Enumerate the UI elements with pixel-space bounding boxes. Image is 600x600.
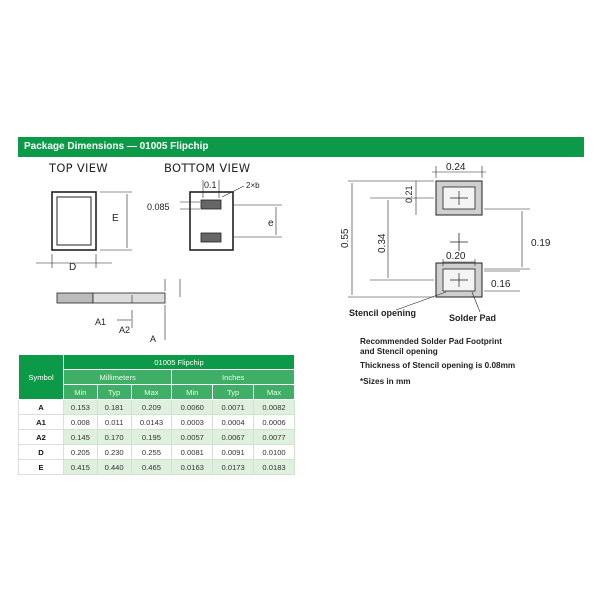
value-cell: 0.0077 (254, 430, 295, 445)
note-thickness: Thickness of Stencil opening is 0.08mm (360, 361, 516, 370)
dim-label-e-lower: e (268, 218, 274, 229)
value-cell: 0.0163 (172, 460, 213, 475)
inches-header: Inches (172, 370, 295, 385)
note-stencil: and Stencil opening (360, 347, 438, 356)
dim-label-a: A (150, 334, 157, 344)
symbol-cell: D (19, 445, 64, 460)
fp-dim-0-16: 0.16 (491, 279, 511, 290)
fp-dim-0-19: 0.19 (531, 238, 551, 249)
value-cell: 0.170 (97, 430, 131, 445)
table-row (19, 460, 295, 475)
table-row (19, 430, 295, 445)
value-cell: 0.209 (131, 400, 172, 415)
value-cell: 0.0071 (213, 400, 254, 415)
value-cell: 0.0143 (131, 415, 172, 430)
top-view-drawing (36, 192, 132, 268)
value-cell: 0.011 (97, 415, 131, 430)
value-cell: 0.0067 (213, 430, 254, 445)
table-row (19, 400, 295, 415)
value-cell: 0.415 (64, 460, 98, 475)
fp-dim-0-24: 0.24 (446, 162, 466, 173)
value-cell: 0.0091 (213, 445, 254, 460)
table-row (19, 415, 295, 430)
symbol-cell: A2 (19, 430, 64, 445)
value-cell: 0.0004 (213, 415, 254, 430)
fp-dim-0-21: 0.21 (404, 185, 414, 203)
value-cell: 0.153 (64, 400, 98, 415)
value-cell: 0.0082 (254, 400, 295, 415)
symbol-cell: E (19, 460, 64, 475)
millimeters-header: Millimeters (64, 370, 172, 385)
col-header: Max (131, 385, 172, 400)
value-cell: 0.205 (64, 445, 98, 460)
col-header: Min (172, 385, 213, 400)
col-header: Max (254, 385, 295, 400)
top-view-label: TOP VIEW (49, 161, 108, 175)
value-cell: 0.0057 (172, 430, 213, 445)
footprint-drawing (348, 166, 530, 312)
col-header: Typ (97, 385, 131, 400)
symbol-header: Symbol (19, 355, 64, 400)
fp-dim-0-34: 0.34 (377, 233, 388, 253)
value-cell: 0.0100 (254, 445, 295, 460)
bottom-view-label: BOTTOM VIEW (164, 161, 251, 175)
dim-label-d: D (69, 262, 77, 273)
section-banner: Package Dimensions — 01005 Flipchip (18, 137, 584, 157)
dim-label-2xb: 2×b (246, 181, 260, 190)
dim-label-a2: A2 (119, 325, 131, 335)
fp-dim-0-20: 0.20 (446, 251, 466, 262)
value-cell: 0.0003 (172, 415, 213, 430)
value-cell: 0.008 (64, 415, 98, 430)
table-row (19, 445, 295, 460)
value-cell: 0.0081 (172, 445, 213, 460)
value-cell: 0.181 (97, 400, 131, 415)
dim-label-a1: A1 (95, 317, 107, 327)
col-header: Typ (213, 385, 254, 400)
value-cell: 0.230 (97, 445, 131, 460)
value-cell: 0.255 (131, 445, 172, 460)
dimensions-table (18, 354, 295, 475)
solder-pad-label: Solder Pad (449, 313, 497, 323)
value-cell: 0.0006 (254, 415, 295, 430)
stencil-opening-label: Stencil opening (349, 308, 417, 318)
bottom-view-drawing (180, 180, 282, 250)
value-cell: 0.0173 (213, 460, 254, 475)
value-cell: 0.440 (97, 460, 131, 475)
note-recommended: Recommended Solder Pad Footprint (360, 337, 502, 346)
col-header: Min (64, 385, 98, 400)
dim-label-0-085: 0.085 (147, 202, 170, 212)
dim-label-0-1: 0.1 (204, 180, 217, 190)
value-cell: 0.0060 (172, 400, 213, 415)
value-cell: 0.465 (131, 460, 172, 475)
value-cell: 0.145 (64, 430, 98, 445)
note-sizes: *Sizes in mm (360, 377, 411, 386)
package-header: 01005 Flipchip (64, 355, 295, 370)
fp-dim-0-55: 0.55 (340, 228, 351, 248)
symbol-cell: A1 (19, 415, 64, 430)
symbol-cell: A (19, 400, 64, 415)
value-cell: 0.0183 (254, 460, 295, 475)
value-cell: 0.195 (131, 430, 172, 445)
dim-label-e-upper: E (112, 213, 119, 224)
